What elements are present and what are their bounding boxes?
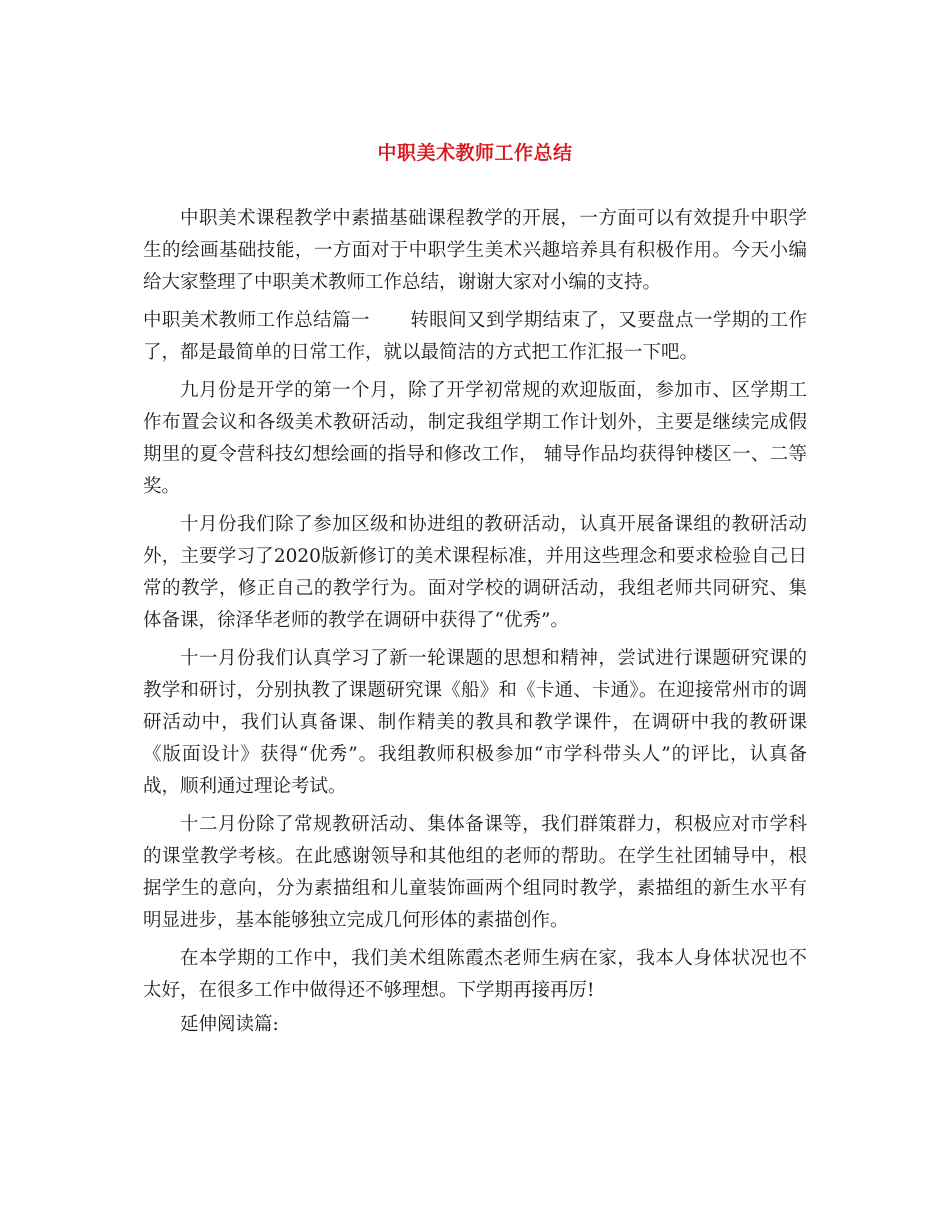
section-lead: 转眼间又到学期结束了，又要盘点一学期的工作了，都是最简单的日常工作，就以最简洁的方式把工作汇报一下吧。	[143, 310, 807, 363]
paragraph-section-one	[143, 305, 807, 369]
paragraph-further-reading: 延伸阅读篇:	[180, 1014, 279, 1035]
paragraph-october: 十月份我们除了参加区级和协进组的教研活动，认真开展备课组的教研活动外，主要学习了2020版新修订的美术课程标准，并用这些理念和要求检验自己日常的教学，修正自己的教学行为。面对学校的调研活动，我组老师共同研究、集体备课，徐泽华老师的教学在调研中获得了“优秀”。	[143, 514, 807, 631]
paragraph-intro: 中职美术课程教学中素描基础课程教学的开展，一方面可以有效提升中职学生的绘画基础技能，一方面对于中职学生美术兴趣培养具有积极作用。今天小编给大家整理了中职美术教师工作总结，谢谢大家对小编的支持。	[143, 208, 807, 293]
paragraph-closing: 在本学期的工作中，我们美术组陈霞杰老师生病在家，我本人身体状况也不太好，在很多工作中做得还不够理想。下学期再接再厉!	[143, 948, 807, 1001]
section-heading: 中职美术教师工作总结篇一	[143, 310, 370, 331]
document-title: 中职美术教师工作总结	[377, 142, 573, 164]
paragraph-september: 九月份是开学的第一个月，除了开学初常规的欢迎版面，参加市、区学期工作布置会议和各级美术教研活动，制定我组学期工作计划外，主要是继续完成假期里的夏令营科技幻想绘画的指导和修改工作， 辅导作品均获得钟楼区一、二等奖。	[143, 380, 807, 497]
document-body	[143, 203, 807, 1047]
paragraph-december: 十二月份除了常规教研活动、集体备课等，我们群策群力，积极应对市学科的课堂教学考核。在此感谢领导和其他组的老师的帮助。在学生社团辅导中，根据学生的意向，分为素描组和儿童装饰画两个组同时教学，素描组的新生水平有明显进步，基本能够独立完成几何形体的素描创作。	[143, 814, 807, 931]
paragraph-november: 十一月份我们认真学习了新一轮课题的思想和精神，尝试进行课题研究课的教学和研讨，分别执教了课题研究课《船》和《卡通、卡通》。在迎接常州市的调研活动中，我们认真备课、制作精美的教具和教学课件，在调研中我的教研课《版面设计》获得“优秀”。我组教师积极参加“市学科带头人”的评比，认真备战，顺利通过理论考试。	[143, 648, 807, 797]
